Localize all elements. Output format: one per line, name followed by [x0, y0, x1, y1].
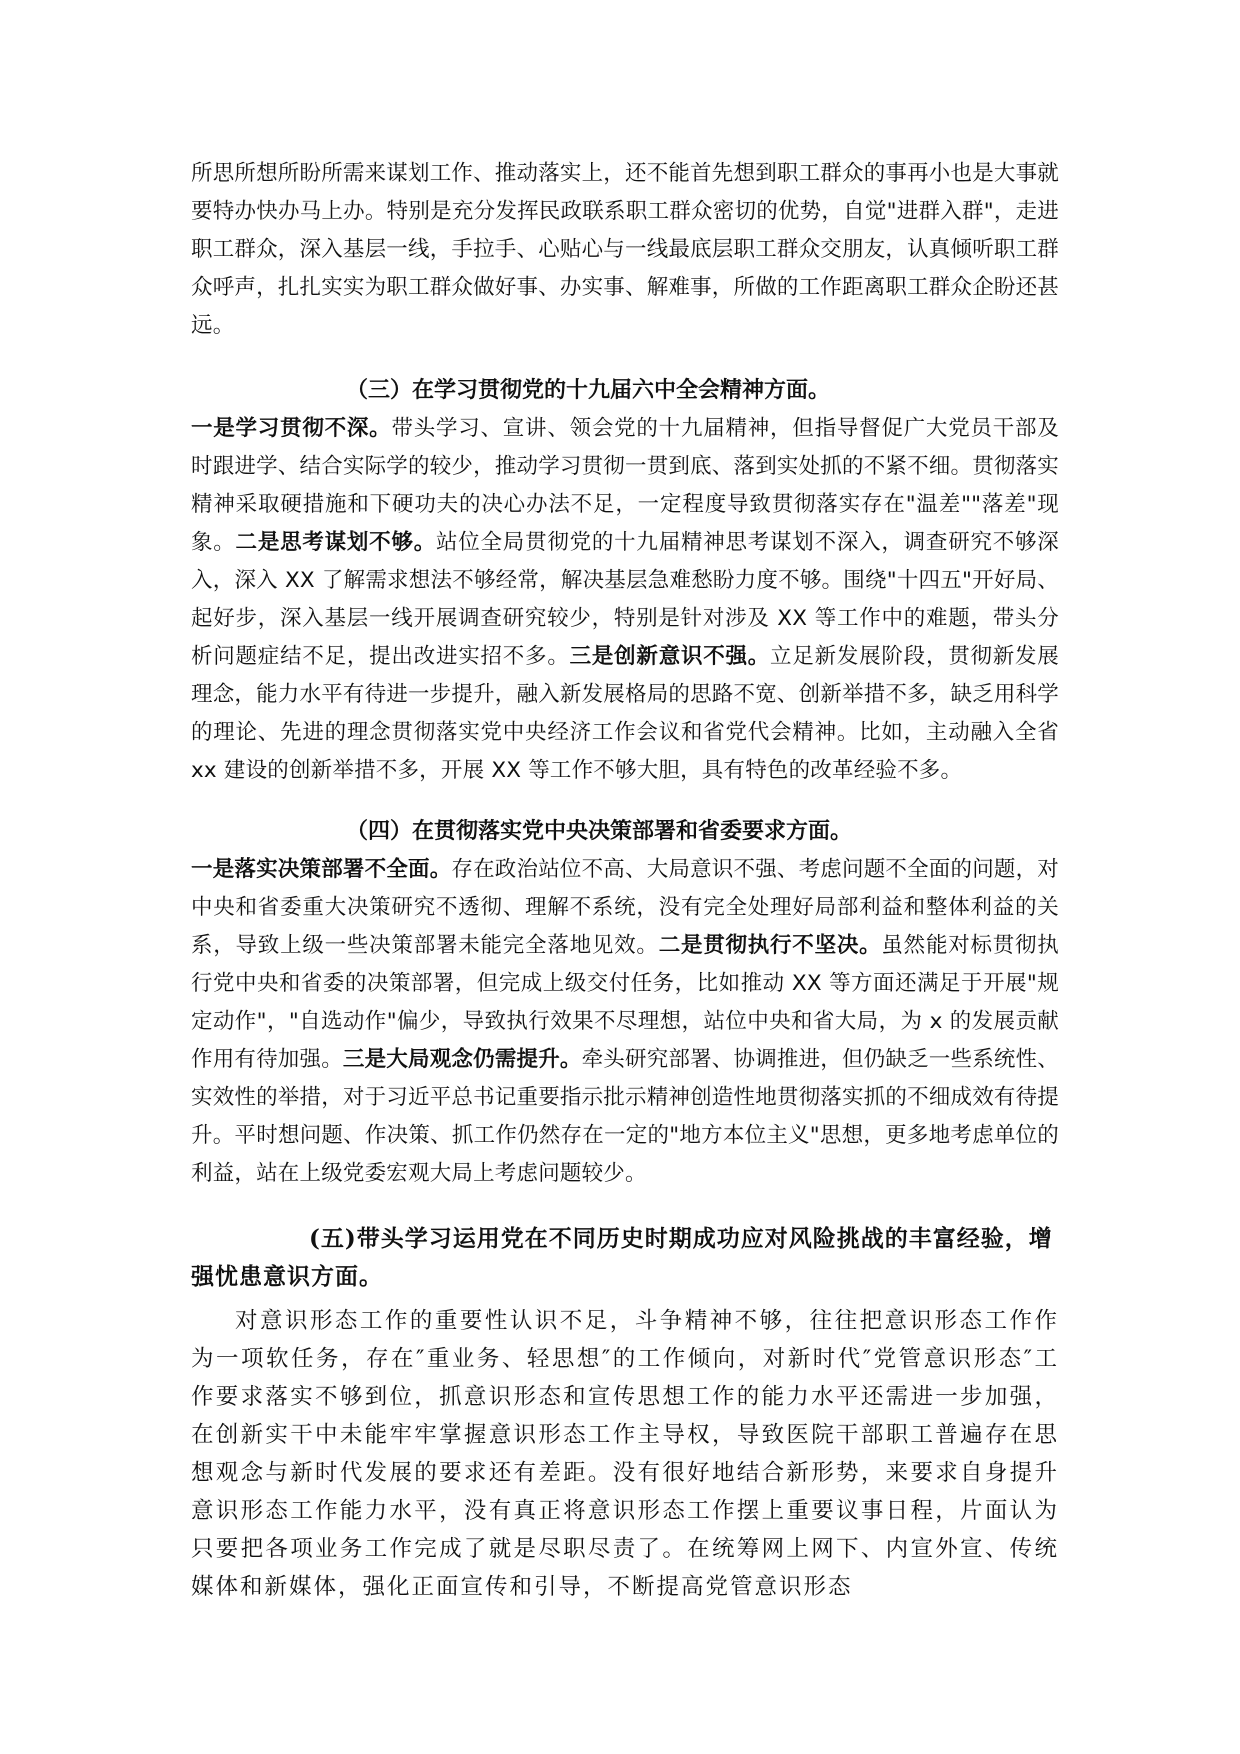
section-4-heading: （四）在贯彻落实党中央决策部署和省委要求方面。 [346, 819, 853, 844]
section-4-point-2-text: 虽然能对标贯彻执行党中央和省委的决策部署，但完成上级交付任务，比如推动 XX 等方面还满足于开展"规定动作"，"自选动作"偏少，导致执行效果不尽理想，站位中央和省大局，为 x 的发展贡献作用有待加强。 [191, 933, 1059, 1072]
section-4-point-1-text: 存在政治站位不高、大局意识不强、考虑问题不全面的问题，对中央和省委重大决策研究不透彻、理解不系统，没有完全处理好局部利益和整体利益的关系，导致上级一些决策部署未能完全落地见效。 [191, 857, 1060, 958]
section-4-paragraph [191, 851, 1059, 1193]
section-3-point-1-title: 一是学习贯彻不深。 [191, 416, 392, 441]
intro-paragraph: 所思所想所盼所需来谋划工作、推动落实上，还不能首先想到职工群众的事再小也是大事就要特办快办马上办。特别是充分发挥民政联系职工群众密切的优势，自觉"进群入群"，走进职工群众，深入基层一线，手拉手、心贴心与一线最底层职工群众交朋友，认真倾听职工群众呼声，扎扎实实为职工群众做好事、办实事、解难事，所做的工作距离职工群众企盼还甚远。 [191, 161, 1060, 338]
section-3-paragraph [191, 410, 1059, 790]
section-5-paragraph: 对意识形态工作的重要性认识不足，斗争精神不够，往往把意识形态工作作为一项软任务，存在″重业务、轻思想″的工作倾向，对新时代″党管意识形态″工作要求落实不够到位，抓意识形态和宣传思想工作的能力水平还需进一步加强，在创新实干中未能牢牢掌握意识形态工作主导权，导致医院干部职工普遍存在思想观念与新时代发展的要求还有差距。没有很好地结合新形势，来要求自身提升意识形态工作能力水平，没有真正将意识形态工作摆上重要议事日程，片面认为只要把各项业务工作完成了就是尽职尽责了。在统筹网上网下、内宣外宣、传统媒体和新媒体，强化正面宣传和引导，不断提高党管意识形态 [191, 1308, 1059, 1600]
section-3-heading: （三）在学习贯彻党的十九届六中全会精神方面。 [346, 378, 831, 403]
document-page [191, 155, 1059, 1606]
section-3-point-2-text: 站位全局贯彻党的十九届精神思考谋划不深入，调查研究不够深入，深入 XX 了解需求想法不够经常，解决基层急难愁盼力度不够。围绕"十四五"开好局、起好步，深入基层一线开展调查研究较少，特别是针对涉及 XX 等工作中的难题，带头分析问题症结不足，提出改进实招不多。 [191, 530, 1059, 669]
section-5-heading: (五)带头学习运用党在不同历史时期成功应对风险挑战的丰富经验，增强忧患意识方面。 [191, 1225, 1053, 1290]
section-3-point-1-text: 带头学习、宣讲、领会党的十九届精神，但指导督促广大党员干部及时跟进学、结合实际学的较少，推动学习贯彻一贯到底、落到实处抓的不紧不细。贯彻落实精神采取硬措施和下硬功夫的决心办法不足，一定程度导致贯彻落实存在"温差""落差"现象。 [191, 416, 1060, 555]
section-4-point-1-title: 一是落实决策部署不全面。 [191, 857, 452, 882]
section-4-point-2-title: 二是贯彻执行不坚决。 [658, 933, 882, 958]
section-3-point-3-title: 三是创新意识不强。 [569, 644, 771, 669]
section-3-point-2-title: 二是思考谋划不够。 [235, 530, 436, 555]
section-3-point-3-text: 立足新发展阶段，贯彻新发展理念，能力水平有待进一步提升，融入新发展格局的思路不宽、创新举措不多，缺乏用科学的理论、先进的理念贯彻落实党中央经济工作会议和省党代会精神。比如，主动融入全省 xx 建设的创新举措不多，开展 XX 等工作不够大胆，具有特色的改革经验不多。 [191, 644, 1060, 783]
section-4-point-3-text: 牵头研究部署、协调推进，但仍缺乏一些系统性、实效性的举措，对于习近平总书记重要指示批示精神创造性地贯彻落实抓的不细成效有待提升。平时想问题、作决策、抓工作仍然存在一定的"地方本位主义"思想，更多地考虑单位的利益，站在上级党委宏观大局上考虑问题较少。 [191, 1047, 1060, 1186]
section-4-point-3-title: 三是大局观念仍需提升。 [342, 1047, 582, 1072]
